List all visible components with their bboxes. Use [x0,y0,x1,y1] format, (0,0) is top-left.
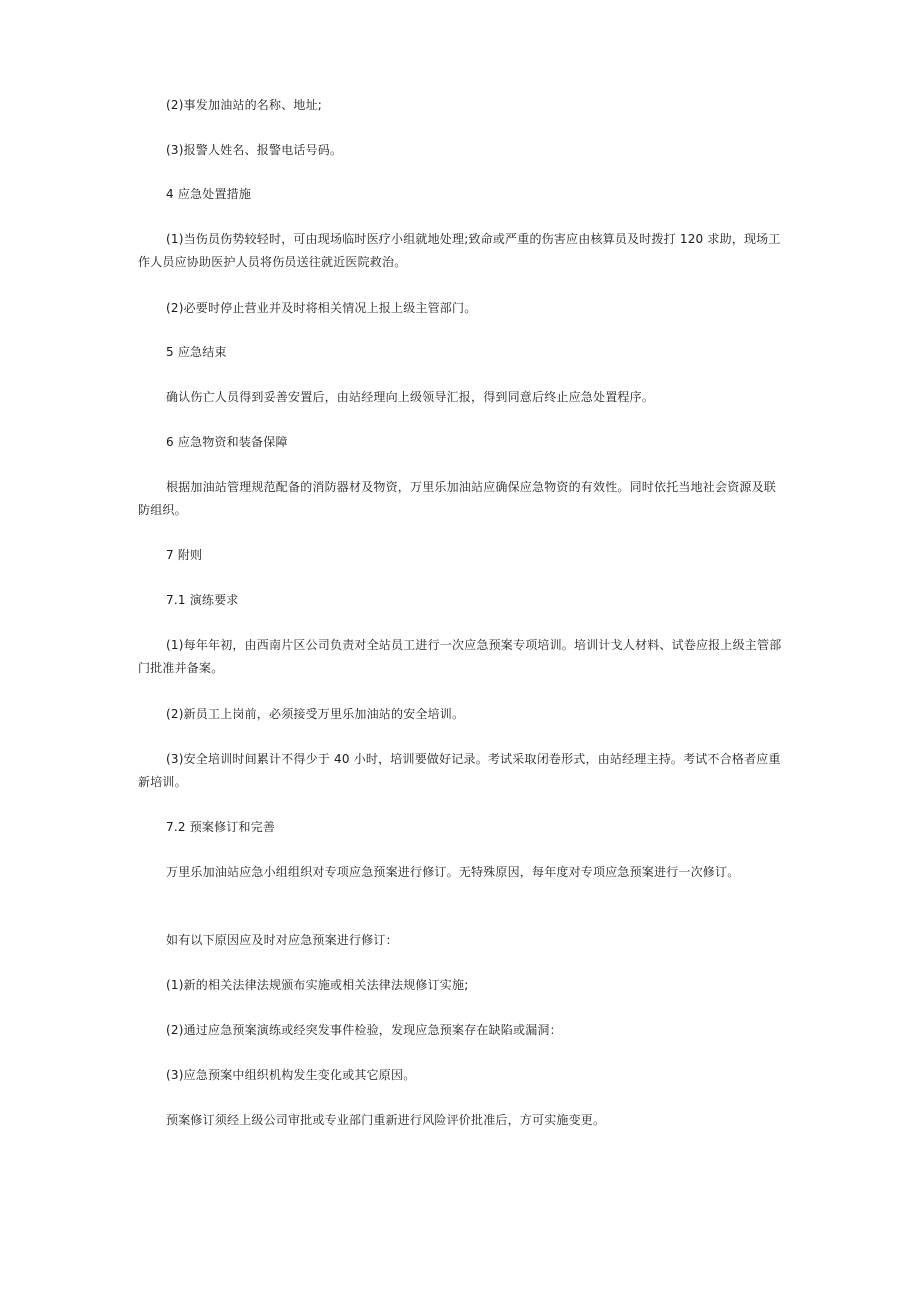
section-heading-6: 6 应急物资和装备保障 [166,435,288,449]
paragraph-reason-1: (1)新的相关法律法规颁布实施或相关法律法规修订实施; [166,978,469,992]
section-heading-5: 5 应急结束 [166,345,227,359]
paragraph-reason-2: (2)通过应急预案演练或经突发事件检验，发现应急预案存在缺陷或漏洞： [166,1023,562,1037]
paragraph-approval: 预案修订须经上级公司审批或专业部门重新进行风险评价批准后，方可实施变更。 [166,1113,606,1127]
section-heading-7-2: 7.2 预案修订和完善 [166,820,276,834]
paragraph-drill-3: (3)安全培训时间累计不得少于 40 小时，培训要做好记录。考试采取闭卷形式，由站经理主持。考试不合格者应重新培训。 [138,752,781,789]
paragraph-measure-1: (1)当伤员伤势较轻时，可由现场临时医疗小组就地处理;致命或严重的伤害应由核算员及时拨打 120 求助，现场工作人员应协助医护人员将伤员送往就近医院救治。 [138,232,781,269]
paragraph-revision: 万里乐加油站应急小组组织对专项应急预案进行修订。无特殊原因，每年度对专项应急预案进行一次修订。 [166,865,740,879]
paragraph-supplies: 根据加油站管理规范配备的消防器材及物资，万里乐加油站应确保应急物资的有效性。同时依托当地社会资源及联防组织。 [138,480,777,517]
section-heading-4: 4 应急处置措施 [166,187,252,201]
paragraph-drill-1: (1)每年年初，由西南片区公司负责对全站员工进行一次应急预案专项培训。培训计戈人材料、试卷应报上级主管部门批准并备案。 [138,638,782,675]
paragraph-item-2: (2)事发加油站的名称、地址; [166,98,323,112]
paragraph-item-3: (3)报警人姓名、报警电话号码。 [166,143,343,157]
paragraph-end: 确认伤亡人员得到妥善安置后，由站经理向上级领导汇报，得到同意后终止应急处置程序。 [166,390,655,404]
section-heading-7-1: 7.1 演练要求 [166,593,239,607]
section-heading-7: 7 附则 [166,548,203,562]
paragraph-drill-2: (2)新员工上岗前，必须接受万里乐加油站的安全培训。 [166,707,465,721]
paragraph-revision-reasons: 如有以下原因应及时对应急预案进行修订： [166,933,398,947]
paragraph-reason-3: (3)应急预案中组织机构发生变化或其它原因。 [166,1068,416,1082]
paragraph-measure-2: (2)必要时停止营业并及时将相关情况上报上级主管部门。 [166,301,477,315]
